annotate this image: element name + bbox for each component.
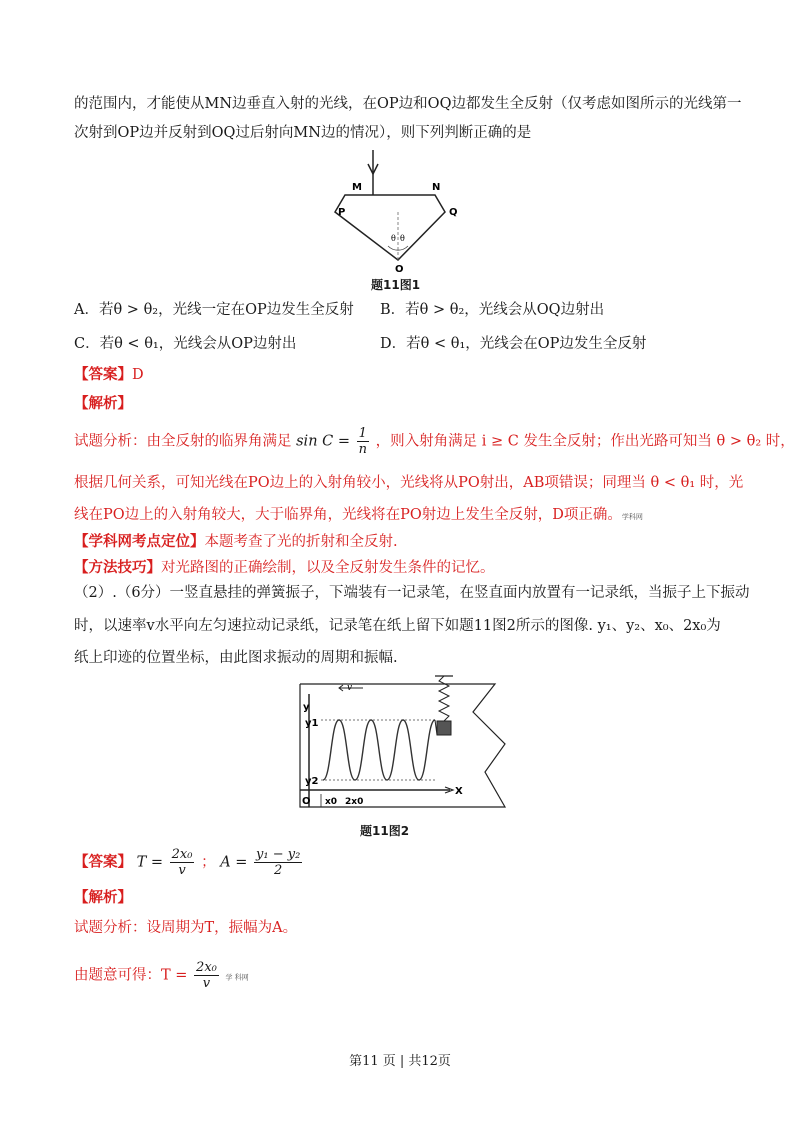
amplitude-fraction [254, 847, 302, 878]
label-2x0: 2x0 [345, 797, 364, 807]
label-v: v [347, 683, 353, 693]
kaodian [74, 531, 398, 553]
label-y: y [303, 702, 310, 713]
intro-line-2: 次射到OP边并反射到OQ过后射向MN边的情况），则下列判断正确的是 [74, 125, 532, 141]
answer2-separator: ； [201, 854, 216, 871]
analysis2-label: 【解析】 [74, 889, 132, 906]
label-y2: y2 [305, 776, 319, 787]
answer2-a-lhs: A = [220, 854, 248, 871]
label-n: N [432, 182, 441, 193]
label-p: P [338, 207, 346, 218]
answer1-label: 【答案】 [74, 366, 132, 383]
option-a: A．若θ > θ₂，光线一定在OP边发生全反射 [74, 302, 354, 318]
sine-trace [323, 720, 435, 780]
intro-line-1: 的范围内，才能使从MN边垂直入射的光线，在OP边和OQ边都发生全反射（仅考虑如图所示的光线第一 [74, 96, 742, 112]
label-o: O [395, 264, 404, 275]
analysis1-line-3 [74, 504, 643, 528]
critical-angle-fraction [357, 426, 369, 457]
analysis1-label: 【解析】 [74, 395, 132, 412]
label-x: X [455, 786, 463, 797]
answer2-label: 【答案】 [74, 853, 132, 871]
prism-outline [335, 195, 445, 260]
label-theta-2: θ [400, 234, 405, 243]
question2-line-1: （2）.（6分）一竖直悬挂的弹簧振子，下端装有一记录笔，在竖直面内放置有一记录纸，当振子上下振动 [74, 585, 750, 601]
answer1 [74, 364, 144, 386]
oscillator-figure [295, 672, 525, 822]
label-x0: x0 [325, 797, 338, 807]
option-b: B．若θ > θ₂，光线会从OQ边射出 [380, 302, 605, 318]
analysis2-line-1: 试题分析：设周期为T，振幅为A。 [74, 920, 298, 936]
paper-outline [300, 684, 505, 807]
period-denominator: v [178, 863, 186, 878]
figure2-caption: 题11图2 [360, 824, 410, 838]
analysis2-line-2 [74, 960, 249, 991]
label-q: Q [449, 207, 458, 218]
kaodian-text: 本题考查了光的折射和全反射. [204, 534, 398, 550]
fraction-numerator: 1 [357, 426, 369, 442]
amplitude-numerator: y₁ − y₂ [256, 847, 301, 862]
fraction-denominator: n [358, 442, 367, 457]
analysis1-p1-post: ，则入射角满足 i ≥ C 发生全反射；作出光路可知当 θ > θ₂ 时， [375, 433, 795, 450]
figure1-caption: 题11图1 [371, 278, 421, 292]
question2-line-2: 时，以速率v水平向左匀速拉动记录纸，记录笔在纸上留下如题11图2所示的图像. y₁、y₂、x₀、2x₀为 [74, 618, 721, 634]
label-theta-1: θ [391, 234, 396, 243]
fangfa-label: 【方法技巧】 [74, 559, 161, 576]
analysis2-denominator: v [202, 976, 211, 991]
label-y1: y1 [305, 718, 319, 729]
analysis1-p1-pre: 试题分析：由全反射的临界角满足 [74, 433, 292, 450]
label-o2: O [302, 796, 311, 807]
pen-holder [437, 721, 451, 735]
watermark-mark: 学科网 [621, 513, 643, 521]
kaodian-label: 【学科网考点定位】 [74, 533, 205, 550]
period-fraction [170, 847, 195, 878]
analysis1-p3: 线在PO边上的入射角较大，大于临界角，光线将在PO射边上发生全反射，D项正确。 [74, 507, 622, 523]
analysis2-numerator: 2x₀ [196, 960, 217, 975]
option-d: D．若θ < θ₁，光线会在OP边发生全反射 [380, 336, 647, 352]
answer1-value: D [132, 367, 144, 383]
prism-figure [325, 150, 475, 290]
fangfa [74, 557, 495, 579]
answer2-t-lhs: T = [136, 854, 164, 871]
watermark-mark-2: 学 科网 [225, 973, 249, 982]
page-footer: 第11 页 | 共12页 [349, 1054, 451, 1069]
analysis1-line-1 [74, 426, 795, 457]
fangfa-text: 对光路图的正确绘制，以及全反射发生条件的记忆。 [161, 560, 495, 576]
analysis1-line-2: 根据几何关系，可知光线在PO边上的入射角较小，光线将从PO射出，AB项错误；同理当 θ < θ₁ 时，光 [74, 475, 744, 491]
answer2 [74, 847, 304, 878]
period-numerator: 2x₀ [171, 847, 193, 862]
label-m: M [352, 182, 362, 193]
analysis2-line2-pre: 由题意可得：T = [74, 967, 188, 984]
option-c: C．若θ < θ₁，光线会从OP边射出 [74, 336, 297, 352]
question2-line-3: 纸上印迹的位置坐标，由此图求振动的周期和振幅. [74, 650, 398, 666]
analysis2-fraction [194, 960, 219, 991]
amplitude-denominator: 2 [274, 863, 283, 878]
spring-coil [439, 676, 449, 721]
analysis1-sin: sin C = [296, 433, 350, 450]
